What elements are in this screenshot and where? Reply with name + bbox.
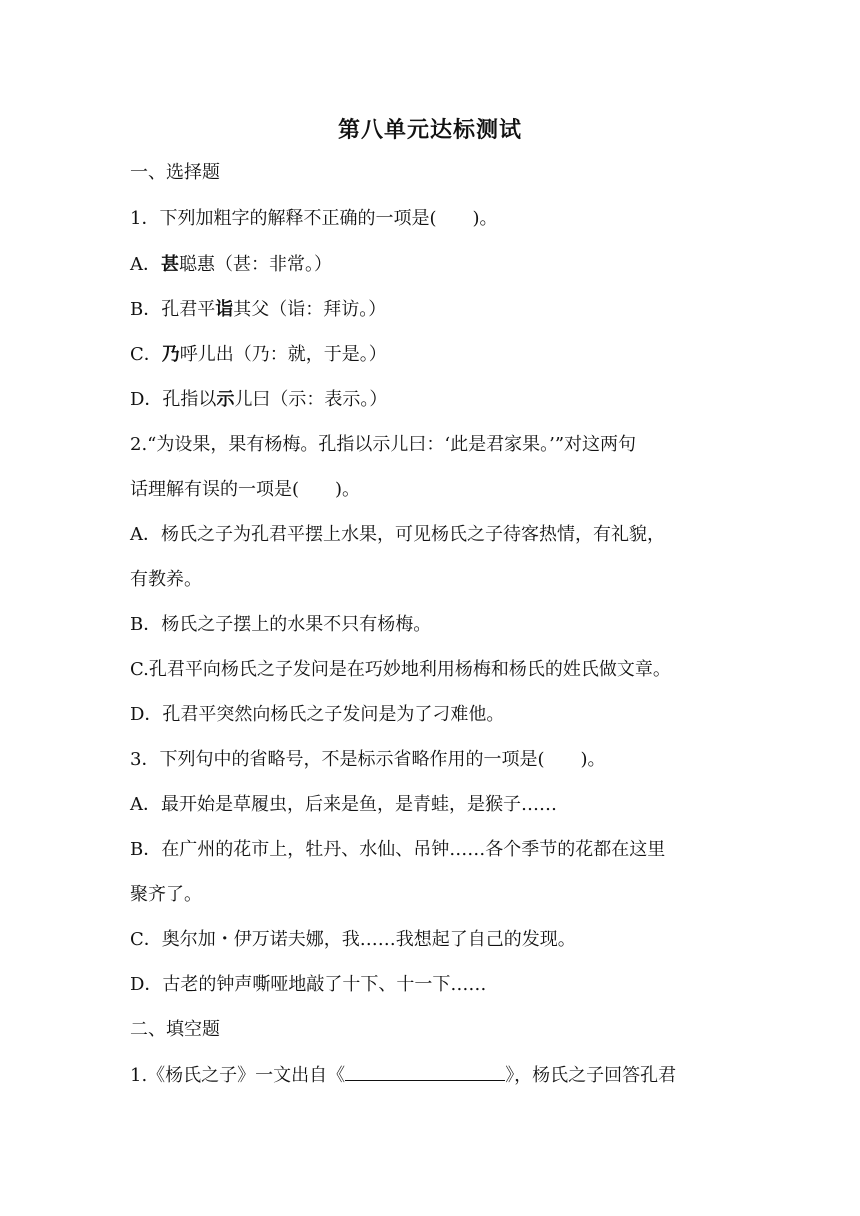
- question-2-option-a-line-1: A．杨氏之子为孔君平摆上水果，可见杨氏之子待客热情，有礼貌，: [130, 524, 665, 545]
- question-2-option-a-line-2: 有教养。: [130, 569, 202, 590]
- question-1-option-a: [130, 252, 332, 278]
- question-2-option-c: C.孔君平向杨氏之子发问是在巧妙地利用杨梅和杨氏的姓氏做文章。: [130, 659, 671, 680]
- question-1-option-d: [130, 387, 387, 413]
- question-3-option-c: C．奥尔加・伊万诺夫娜，我……我想起了自己的发现。: [130, 929, 576, 950]
- option-text: 呼儿出（乃：就，于是。）: [179, 344, 387, 365]
- question-2-stem-line-2: 话理解有误的一项是( )。: [130, 479, 361, 500]
- question-3-option-d: D．古老的钟声嘶哑地敲了十下、十一下……: [130, 974, 487, 995]
- question-1-stem: 1．下列加粗字的解释不正确的一项是( )。: [130, 208, 498, 229]
- bold-character: 诣: [215, 299, 234, 320]
- answer-blank[interactable]: [345, 1062, 505, 1081]
- option-prefix: B．孔君平: [130, 299, 216, 320]
- option-prefix: C．: [130, 344, 162, 365]
- option-text: 其父（诣：拜访。）: [233, 299, 387, 320]
- page-title: 第八单元达标测试: [337, 118, 522, 143]
- question-3-option-b-line-1: B．在广州的花市上，牡丹、水仙、吊钟……各个季节的花都在这里: [130, 839, 666, 860]
- question-3-option-a: A．最开始是草履虫，后来是鱼，是青蛙，是猴子……: [130, 794, 557, 815]
- fill-question-1: [130, 1062, 676, 1089]
- question-1-option-c: [130, 342, 387, 368]
- option-prefix: D．孔指以: [130, 389, 217, 410]
- option-text: 儿曰（示：表示。）: [234, 389, 388, 410]
- fill-text-after: 》，杨氏之子回答孔君: [505, 1065, 677, 1086]
- bold-character: 示: [216, 389, 235, 410]
- question-3-option-b-line-2: 聚齐了。: [130, 884, 202, 905]
- fill-text-before: 1.《杨氏之子》一文出自《: [130, 1065, 346, 1086]
- question-2-stem-line-1: 2.“为设果，果有杨梅。孔指以示儿曰：‘此是君家果。’”对这两句: [130, 434, 637, 455]
- question-2-option-b: B．杨氏之子摆上的水果不只有杨梅。: [130, 614, 432, 635]
- question-1-option-b: [130, 297, 386, 323]
- question-3-stem: 3．下列句中的省略号，不是标示省略作用的一项是( )。: [130, 749, 606, 770]
- bold-character: 甚: [161, 254, 179, 275]
- question-2-option-d: D．孔君平突然向杨氏之子发问是为了刁难他。: [130, 704, 505, 725]
- section-heading-choice: 一、选择题: [130, 162, 220, 183]
- section-heading-fill: 二、填空题: [130, 1019, 220, 1040]
- option-prefix: A．: [130, 254, 161, 275]
- option-text: 聪惠（甚：非常。）: [179, 254, 332, 275]
- bold-character: 乃: [161, 344, 180, 365]
